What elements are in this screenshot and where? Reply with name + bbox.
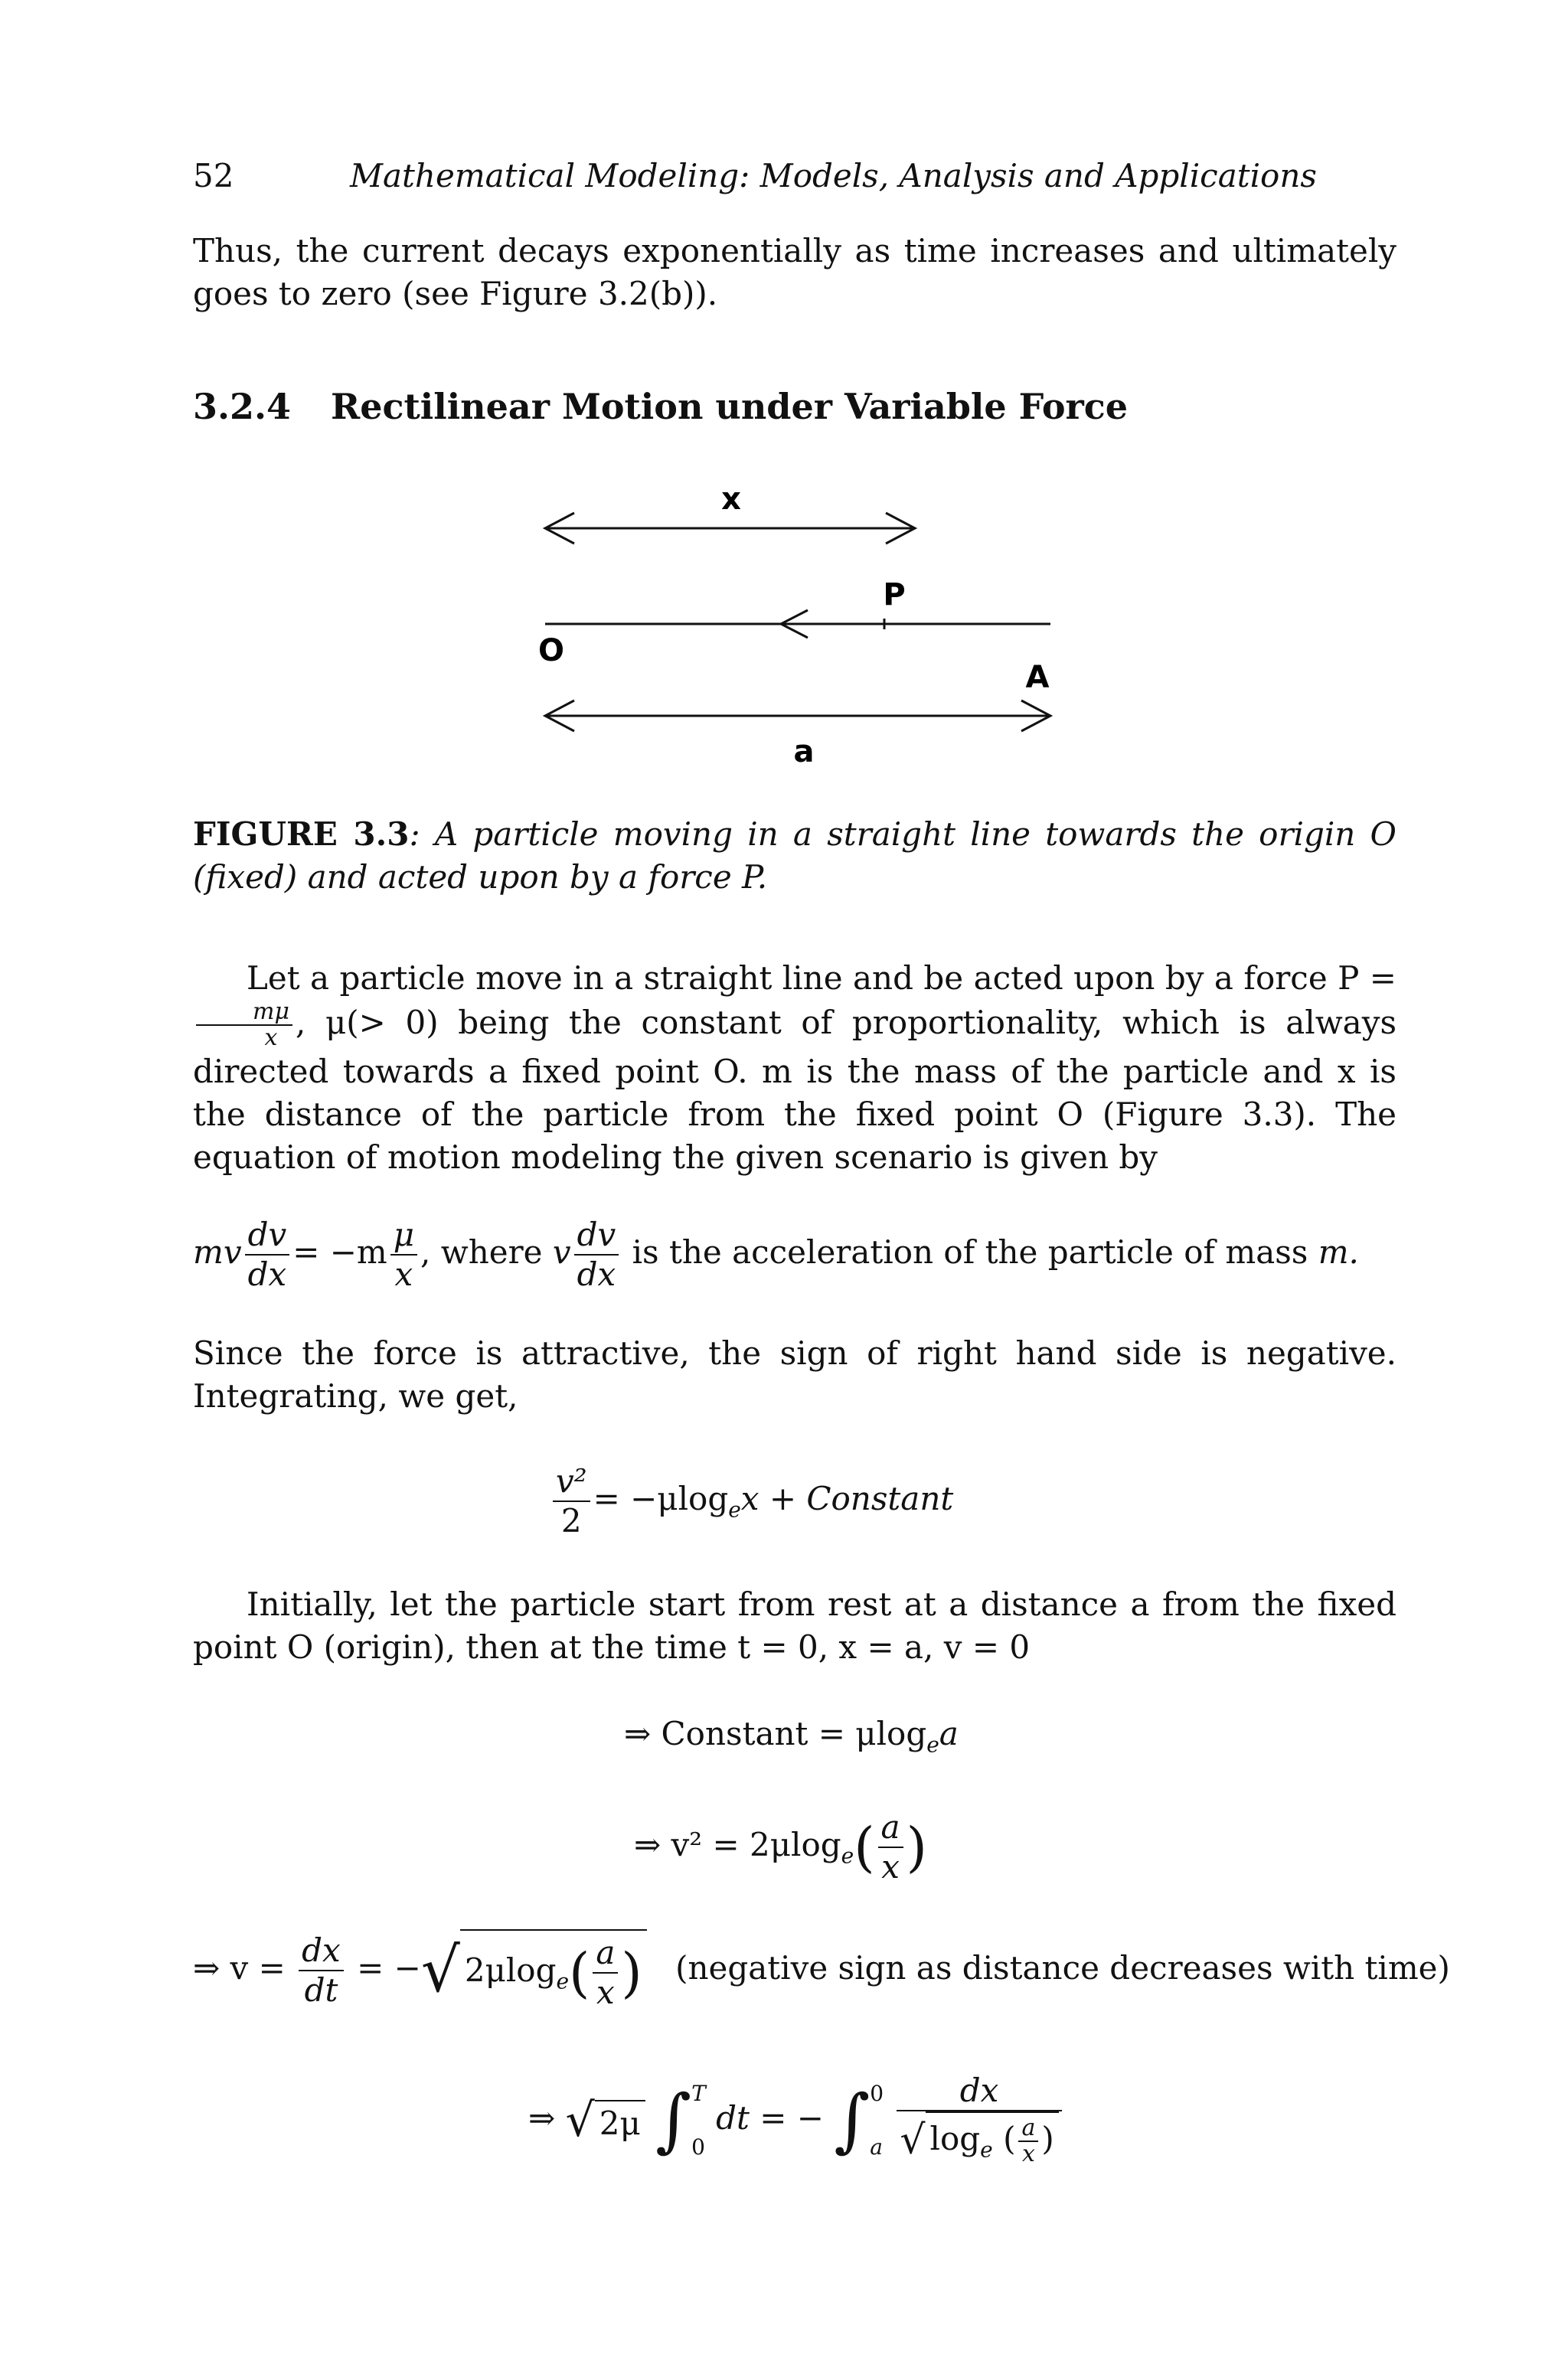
- equation-velocity: ⇒ v = $\frac{dx}{dt}$ = −√ 2μlog$_e$( $\frac{a}{x}$ ) (negative sign as distance decreases with time): [193, 1929, 1450, 2012]
- equation-constant: ⇒ Constant = μlog$_e$a: [624, 1715, 959, 1758]
- label-p: P: [883, 577, 906, 612]
- section-title: Rectilinear Motion under Variable Force: [331, 386, 1129, 427]
- figure-diagram: [528, 475, 1080, 781]
- label-a-point: A: [1025, 660, 1050, 695]
- section-heading: [193, 386, 1128, 427]
- equation-motion: mv $\frac{dv}{dx}$ = −m $\frac{\mu}{x}$ , where v $\frac{dv}{dx}$ is the acceleration of the particle of mass m.: [193, 1216, 1359, 1293]
- caption-label: FIGURE 3.3: [193, 815, 410, 853]
- equation-velocity-squared: ⇒ v² = 2μlog$_e$( $\frac{a}{x}$ ): [634, 1808, 927, 1886]
- sign-note: (negative sign as distance decreases with time): [675, 1949, 1450, 1987]
- equation-integral: $\frac{\text{v²}}{2}$ = −μlog$_e$x + Constant: [550, 1462, 953, 1540]
- intro-paragraph: Thus, the current decays exponentially as time increases and ultimately goes to zero (see Figure 3.2(b)).: [193, 232, 1396, 312]
- section-number: 3.2.4: [193, 386, 292, 427]
- running-title: Mathematical Modeling: Models, Analysis and Applications: [350, 157, 1317, 194]
- paragraph-3: Initially, let the particle start from rest at a distance a from the fixed point O (origin), then at the time t = 0, x = a, v = 0: [193, 1585, 1396, 1666]
- force-fraction: $\frac{m\mu}{x}$: [196, 1000, 292, 1050]
- page-header: [193, 157, 1396, 195]
- paragraph-2: Since the force is attractive, the sign of right hand side is negative. Integrating, we get,: [193, 1334, 1396, 1415]
- label-x: x: [721, 482, 741, 517]
- caption-text: : A particle moving in a straight line towards the origin O (fixed) and acted upon by a force P.: [193, 815, 1396, 896]
- figure-caption: [193, 813, 1396, 899]
- para1-tail: , μ(> 0) being the constant of proportionality, which is always directed towards a fixed point O. m is the mass of the particle and x is the distance of the particle from the fixed point O (Figure 3.3). The equation of motion modeling the given scenario is given by: [193, 1004, 1396, 1176]
- paragraph-1: [193, 957, 1396, 1179]
- para1-lead: Let a particle move in a straight line and be acted upon by a force P =: [247, 959, 1396, 997]
- page-number: 52: [193, 157, 234, 194]
- label-o: O: [537, 633, 565, 668]
- equation-time-integral: ⇒ √ 2μ ∫ T 0 dt = − ∫ 0 a dx √ $\log_e$ ( $\frac{a}{x}$ ): [528, 2067, 1065, 2174]
- label-a-distance: a: [793, 734, 815, 769]
